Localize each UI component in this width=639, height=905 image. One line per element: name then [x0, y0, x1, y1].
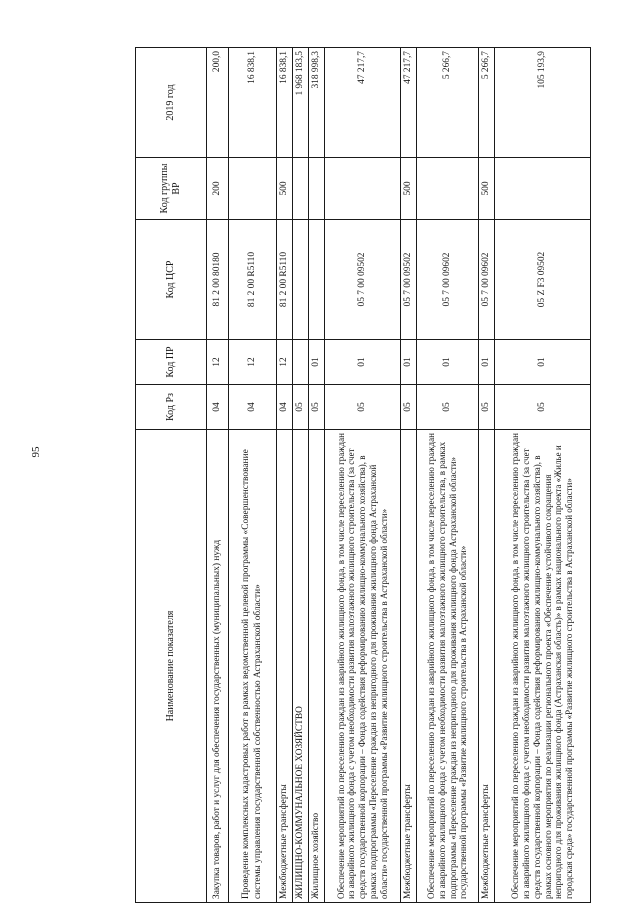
- row-name: Обеспечение мероприятий по переселению граждан из аварийного жилищного фонда, в том числе переселению граждан из аварийного жилищного фонда с учетом необходимости развития малоэтажного жилищного строительства, в рамках подпрограммы «Переселение граждан из непригодного для проживания жилищного фонда Астраханской области» государственной программы «Развитие жилищного строительства в Астраханской области»: [417, 430, 479, 903]
- row-pr: 01: [417, 340, 479, 385]
- row-name: Проведение комплексных кадастровых работ в рамках ведомственной целевой программы «Совершенствование системы управления государственной собственностью Астраханской области»: [229, 430, 277, 903]
- table-row: [207, 48, 229, 903]
- row-pr: 01: [325, 340, 401, 385]
- table-row: [229, 48, 277, 903]
- row-pr: 12: [207, 340, 229, 385]
- row-rz: 05: [417, 385, 479, 430]
- row-csr: [293, 220, 309, 340]
- row-2019: 5 266,7: [479, 48, 495, 158]
- row-name: Обеспечение мероприятий по переселению граждан из аварийного жилищного фонда, в том числе переселению граждан из аварийного жилищного фонда с учетом необходимости развития малоэтажного жилищного строительства (за счет средств государственной корпорации – Фонда содействия реформированию жилищно-коммунального хозяйства), в рамках подпрограммы «Переселение граждан из непригодного для проживания жилищного фонда Астраханской области» государственной программы «Развитие жилищного строительства в Астраханской области»: [325, 430, 401, 903]
- row-pr: 01: [495, 340, 591, 385]
- row-rz: 05: [401, 385, 417, 430]
- table-row: [309, 48, 325, 903]
- col-header-rz: Код Рз: [136, 385, 207, 430]
- row-2019: 47 217,7: [325, 48, 401, 158]
- row-rz: 05: [293, 385, 309, 430]
- table-header-row: [136, 48, 207, 903]
- row-rz: 04: [229, 385, 277, 430]
- budget-table: [135, 47, 591, 903]
- row-vr: 200: [207, 158, 229, 220]
- col-header-csr: Код ЦСР: [136, 220, 207, 340]
- row-csr: 81 2 00 80180: [207, 220, 229, 340]
- row-vr: [293, 158, 309, 220]
- row-rz: 04: [207, 385, 229, 430]
- row-pr: 01: [479, 340, 495, 385]
- row-vr: [325, 158, 401, 220]
- row-pr: 12: [229, 340, 277, 385]
- row-name: ЖИЛИЩНО-КОММУНАЛЬНОЕ ХОЗЯЙСТВО: [293, 430, 309, 903]
- row-csr: 05 Z F3 09502: [495, 220, 591, 340]
- row-rz: 05: [479, 385, 495, 430]
- table-row: [417, 48, 479, 903]
- row-name: Жилищное хозяйство: [309, 430, 325, 903]
- row-vr: 500: [401, 158, 417, 220]
- row-csr: 05 7 00 09602: [479, 220, 495, 340]
- row-csr: [309, 220, 325, 340]
- row-rz: 05: [495, 385, 591, 430]
- row-rz: 05: [325, 385, 401, 430]
- row-csr: 05 7 00 09602: [417, 220, 479, 340]
- row-2019: 16 838,1: [229, 48, 277, 158]
- row-pr: [293, 340, 309, 385]
- col-header-name: Наименование показателя: [136, 430, 207, 903]
- row-pr: 01: [401, 340, 417, 385]
- row-2019: 200,0: [207, 48, 229, 158]
- table-row: [277, 48, 293, 903]
- row-name: Обеспечение мероприятий по переселению граждан из аварийного жилищного фонда, в том числе переселению граждан из аварийного жилищного фонда с учетом необходимости развития малоэтажного жилищного строительства (за счет средств государственной корпорации – Фонда содействия реформированию жилищно-коммунального хозяйства), в рамках основного мероприятия по реализации регионального проекта «Обеспечение устойчивого сокращения непригодного для проживания жилищного фонда (Астраханская область)» в рамках национального проекта «Жилье и городская среда» государственной программы «Развитие жилищного строительства в Астраханской области»: [495, 430, 591, 903]
- col-header-2019: 2019 год: [136, 48, 207, 158]
- row-vr: [309, 158, 325, 220]
- row-rz: 04: [277, 385, 293, 430]
- row-vr: 500: [277, 158, 293, 220]
- table-row: [293, 48, 309, 903]
- row-2019: 318 998,3: [309, 48, 325, 158]
- row-name: Межбюджетные трансферты: [479, 430, 495, 903]
- row-vr: [229, 158, 277, 220]
- row-2019: 105 193,9: [495, 48, 591, 158]
- row-vr: [495, 158, 591, 220]
- table-row: [495, 48, 591, 903]
- page-number: 95: [30, 446, 42, 458]
- table-row: [401, 48, 417, 903]
- row-pr: 12: [277, 340, 293, 385]
- row-name: Межбюджетные трансферты: [277, 430, 293, 903]
- row-csr: 05 7 00 09502: [401, 220, 417, 340]
- row-vr: 500: [479, 158, 495, 220]
- row-2019: 5 266,7: [417, 48, 479, 158]
- budget-table-rotated: [135, 48, 608, 903]
- table-row: [479, 48, 495, 903]
- row-2019: 1 968 183,5: [293, 48, 309, 158]
- row-rz: 05: [309, 385, 325, 430]
- row-csr: 81 2 00 R5110: [277, 220, 293, 340]
- row-csr: 81 2 00 R5110: [229, 220, 277, 340]
- col-header-pr: Код ПР: [136, 340, 207, 385]
- row-vr: [417, 158, 479, 220]
- row-2019: 47 217,7: [401, 48, 417, 158]
- table-row: [325, 48, 401, 903]
- row-pr: 01: [309, 340, 325, 385]
- row-csr: 05 7 00 09502: [325, 220, 401, 340]
- row-2019: 16 838,1: [277, 48, 293, 158]
- col-header-vr: Код группы ВР: [136, 158, 207, 220]
- row-name: Закупка товаров, работ и услуг для обеспечения государственных (муниципальных) нужд: [207, 430, 229, 903]
- row-name: Межбюджетные трансферты: [401, 430, 417, 903]
